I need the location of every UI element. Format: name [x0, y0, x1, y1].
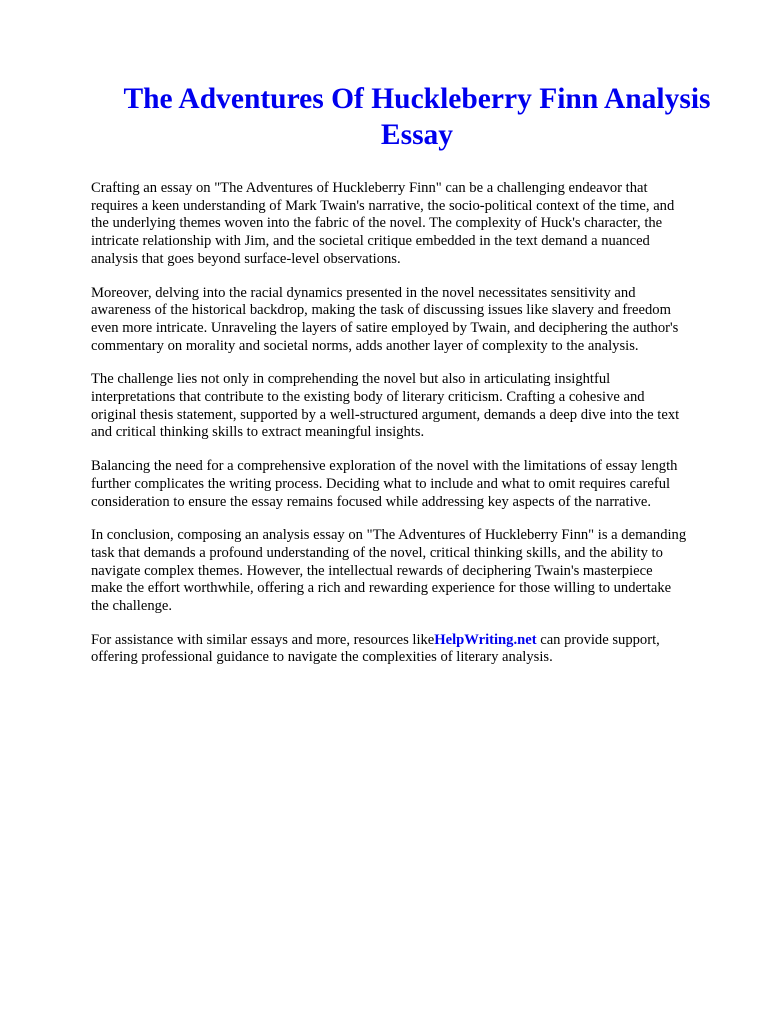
- paragraph-line: and critical thinking skills to extract meaningful insights.: [91, 424, 425, 441]
- paragraph-line: make the effort worthwhile, offering a rich and rewarding experience for those willing to undertake: [91, 580, 672, 597]
- paragraph-line: The challenge lies not only in comprehending the novel but also in articulating insightful: [91, 371, 611, 388]
- paragraph-3: [91, 371, 741, 442]
- paragraph-6: [91, 632, 741, 667]
- paragraph-line: requires a keen understanding of Mark Twain's narrative, the socio-political context of the time, and: [91, 197, 675, 214]
- paragraph-line: Moreover, delving into the racial dynamics presented in the novel necessitates sensitivity and: [91, 284, 636, 301]
- support-text: can provide support,: [536, 631, 660, 648]
- paragraph-line: navigate complex themes. However, the intellectual rewards of deciphering Twain's masterpiece: [91, 562, 653, 579]
- paragraph-line: even more intricate. Unraveling the layers of satire employed by Twain, and deciphering the author's: [91, 319, 679, 336]
- paragraph-2: [91, 285, 741, 356]
- paragraph-line: offering professional guidance to navigate the complexities of literary analysis.: [91, 649, 553, 666]
- paragraph-line: intricate relationship with Jim, and the societal critique embedded in the text demand a nuanced: [91, 233, 650, 250]
- paragraph-line: In conclusion, composing an analysis essay on "The Adventures of Huckleberry Finn" is a demanding: [91, 527, 687, 544]
- paragraph-line: awareness of the historical backdrop, making the task of discussing issues like slavery and freedom: [91, 302, 671, 319]
- title-line-1: The Adventures Of Huckleberry Finn Analysis: [123, 83, 711, 115]
- paragraph-line: Crafting an essay on "The Adventures of Huckleberry Finn" can be a challenging endeavor that: [91, 180, 648, 196]
- paragraph-line: interpretations that contribute to the existing body of literary criticism. Crafting a cohesive and: [91, 389, 645, 406]
- paragraph-line: the underlying themes woven into the fabric of the novel. The complexity of Huck's character, the: [91, 215, 663, 232]
- assistance-text: For assistance with similar essays and more, resources like: [91, 631, 435, 648]
- paragraph-line: the challenge.: [91, 598, 173, 615]
- essay-body: [91, 180, 741, 683]
- paragraph-line: consideration to ensure the essay remains focused while addressing key aspects of the narrative.: [91, 493, 652, 510]
- paragraph-line: Balancing the need for a comprehensive exploration of the novel with the limitations of essay length: [91, 458, 678, 475]
- paragraph-4: [91, 458, 741, 511]
- paragraph-line: commentary on morality and societal norms, adds another layer of complexity to the analysis.: [91, 337, 639, 354]
- paragraph-line-with-link: [91, 632, 741, 650]
- paragraph-line: task that demands a profound understanding of the novel, critical thinking skills, and the ability to: [91, 544, 663, 561]
- paragraph-line: further complicates the writing process. Deciding what to include and what to omit requires careful: [91, 475, 671, 492]
- page-title: [60, 81, 768, 153]
- helpwriting-link[interactable]: HelpWriting.net: [434, 631, 537, 648]
- paragraph-line: analysis that goes beyond surface-level observations.: [91, 250, 401, 267]
- title-line-2: Essay: [380, 119, 454, 151]
- paragraph-5: [91, 527, 741, 616]
- paragraph-line: original thesis statement, supported by a well-structured argument, demands a deep dive into the text: [91, 406, 680, 423]
- paragraph-1: [91, 180, 741, 269]
